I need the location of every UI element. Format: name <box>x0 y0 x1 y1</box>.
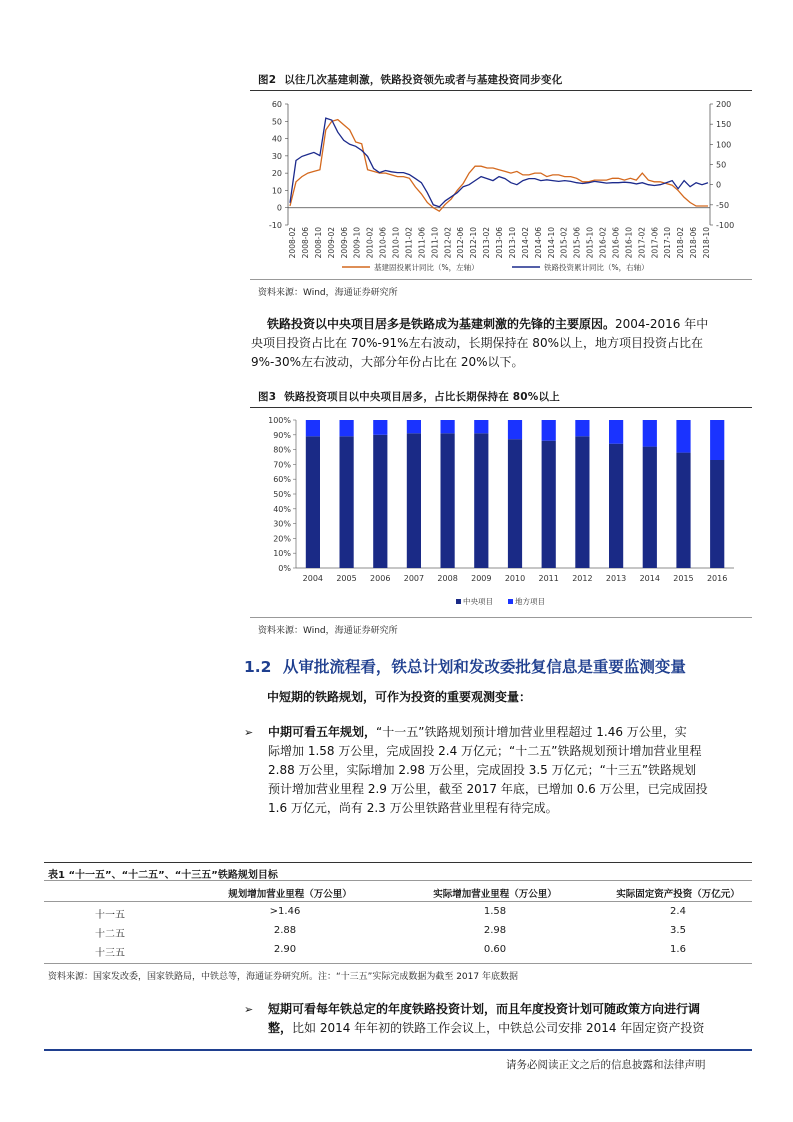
figure2-source: 资料来源：Wind，海通证券研究所 <box>258 288 398 298</box>
fig2-x-tick-label: 2014-10 <box>546 227 556 259</box>
paragraph1-line1: 2004-2016 年中 <box>615 317 709 331</box>
fig3-x-tick-label: 2012 <box>572 574 593 583</box>
fig3-x-tick-label: 2011 <box>538 574 559 583</box>
section-number: 1.2 <box>244 658 272 676</box>
paragraph1-lead: 铁路投资以中央项目居多是铁路成为基建刺激的先锋的主要原因。 <box>267 317 616 331</box>
table1-header-actual: 实际增加营业里程（万公里） <box>433 889 557 900</box>
figure2-title <box>258 72 562 87</box>
fig2-legend-label: 基建固投累计同比（%，左轴） <box>374 263 479 272</box>
fig2-left-tick-label: -10 <box>268 221 282 230</box>
fig3-legend-label: 地方项目 <box>515 597 545 606</box>
fig3-y-tick-label: 100% <box>268 416 291 425</box>
fig3-bar-central <box>340 436 354 568</box>
figure2-title-text: 以往几次基建刺激，铁路投资领先或者与基建投资同步变化 <box>284 74 563 86</box>
table1-cell-plan: 2.88 <box>273 925 297 936</box>
subheading: 中短期的铁路规划，可作为投资的重要观测变量： <box>267 690 532 704</box>
table1-header-plan: 规划增加营业里程（万公里） <box>228 889 352 900</box>
table1-header-invest: 实际固定资产投资（万亿元） <box>616 889 740 900</box>
fig3-y-tick-label: 40% <box>273 504 291 514</box>
fig3-x-tick-label: 2009 <box>471 574 492 583</box>
fig3-bar-local <box>407 420 421 433</box>
fig2-right-tick-label: 100 <box>716 140 732 150</box>
fig2-x-tick-label: 2012-02 <box>443 227 453 259</box>
fig3-legend <box>456 596 545 606</box>
fig3-bar-local <box>575 420 589 436</box>
fig3-bar-central <box>643 447 657 568</box>
footer-disclaimer: 请务必阅读正文之后的信息披露和法律声明 <box>506 1059 706 1071</box>
fig3-x-tick-label: 2015 <box>673 574 694 583</box>
bullet1-line3: 2.88 万公里，实际增加 2.98 万公里，完成固投 3.5 万亿元；“十三五”铁路规划 <box>268 763 697 777</box>
fig2-x-tick-label: 2012-10 <box>469 227 479 259</box>
fig2-right-tick-label: 0 <box>716 180 722 190</box>
fig3-y-tick-label: 60% <box>273 475 291 485</box>
fig3-legend-swatch <box>508 599 513 604</box>
bullet2-marker: ➢ <box>244 1003 254 1016</box>
figure3-top-rule <box>250 407 752 408</box>
bullet2-line2 <box>268 1019 749 1038</box>
fig2-x-tick-label: 2009-02 <box>326 227 336 259</box>
bullet2-lead2: 整， <box>268 1021 293 1035</box>
fig2-x-tick-label: 2011-10 <box>430 227 440 259</box>
table1-source: 资料来源：国家发改委，国家铁路局，中铁总等，海通证券研究所。注：“十三五”实际完成数据为截至 2017 年底数据 <box>48 972 518 982</box>
fig2-x-tick-label: 2013-06 <box>495 227 504 259</box>
fig3-bar-central <box>306 436 320 568</box>
fig3-bar-local <box>609 420 623 444</box>
fig3-x-tick-label: 2004 <box>302 574 324 583</box>
fig3-x-tick-label: 2008 <box>437 574 458 583</box>
paragraph1-line3: 9%-30%左右波动，大部分年份占比在 20%以下。 <box>251 355 524 369</box>
fig3-y-tick-label: 20% <box>273 534 291 544</box>
fig2-x-tick-label: 2015-02 <box>559 227 569 259</box>
paragraph-central-projects <box>267 315 749 334</box>
fig2-left-tick-label: 10 <box>271 186 282 196</box>
fig3-y-tick-label: 50% <box>273 490 291 499</box>
fig3-bar-central <box>441 433 455 568</box>
fig2-x-axis <box>288 227 711 259</box>
fig3-x-tick-label: 2014 <box>639 574 660 583</box>
table1-row-label: 十一五 <box>95 910 125 921</box>
fig3-bar-local <box>643 420 657 447</box>
fig3-bar-local <box>710 420 724 460</box>
table1-title-rule <box>44 880 752 881</box>
fig3-bar-local <box>441 420 455 433</box>
bullet1-line1 <box>268 723 749 742</box>
fig2-legend-label: 铁路投资累计同比（%，右轴） <box>544 263 649 272</box>
fig2-left-tick-label: 50 <box>271 117 282 127</box>
fig2-x-tick-label: 2018-06 <box>689 227 699 259</box>
fig2-x-tick-label: 2009-10 <box>352 227 362 259</box>
fig3-bar-central <box>710 460 724 568</box>
table1-cell-actual: 1.58 <box>483 906 507 917</box>
fig3-bar-local <box>373 420 387 435</box>
fig2-right-tick-label: -50 <box>716 200 730 210</box>
fig2-x-tick-label: 2017-06 <box>650 227 660 259</box>
fig3-bar-central <box>542 441 556 568</box>
fig3-y-axis <box>268 416 734 573</box>
fig2-series-infrastructure <box>290 120 708 212</box>
fig2-series-railway <box>290 118 708 207</box>
table1-header-rule <box>44 901 752 902</box>
fig2-x-tick-label: 2008-10 <box>313 227 323 259</box>
fig2-right-axis <box>710 100 734 230</box>
table1-bottom-rule <box>44 963 752 964</box>
fig2-x-tick-label: 2010-06 <box>378 227 388 259</box>
fig2-x-tick-label: 2016-02 <box>598 227 608 259</box>
section-heading <box>244 655 686 677</box>
fig2-x-tick-label: 2013-02 <box>482 227 492 259</box>
fig3-bar-local <box>508 420 522 439</box>
figure2-line-chart <box>250 92 752 278</box>
fig3-y-tick-label: 70% <box>273 460 291 470</box>
fig3-bar-central <box>508 439 522 568</box>
figure2-top-rule <box>250 90 752 91</box>
figure3-stacked-bar-chart <box>250 410 752 615</box>
table1-row-label: 十三五 <box>95 948 125 959</box>
fig2-left-axis <box>269 100 288 230</box>
fig3-x-tick-label: 2016 <box>706 574 728 583</box>
fig2-x-tick-label: 2017-02 <box>637 227 647 259</box>
fig2-x-tick-label: 2018-02 <box>676 227 686 259</box>
fig2-left-tick-label: 40 <box>271 134 282 144</box>
bullet1-marker: ➢ <box>244 726 254 739</box>
fig2-right-tick-label: 200 <box>716 100 732 109</box>
table1-row-label: 十二五 <box>95 929 125 940</box>
table1-cell-plan: 2.90 <box>273 944 297 955</box>
bullet1-line5: 1.6 万亿元，尚有 2.3 万公里铁路营业里程有待完成。 <box>268 801 558 815</box>
fig2-legend <box>342 262 649 273</box>
fig2-x-tick-label: 2010-10 <box>391 227 401 259</box>
fig3-legend-label: 中央项目 <box>463 597 493 606</box>
fig3-bar-central <box>474 433 488 568</box>
fig2-axes <box>288 104 710 225</box>
fig2-x-tick-label: 2012-06 <box>456 227 466 259</box>
fig3-bar-central <box>676 453 690 568</box>
table1-cell-plan: >1.46 <box>269 906 301 917</box>
fig2-series <box>290 118 708 211</box>
fig3-y-tick-label: 10% <box>273 549 291 559</box>
bullet2-line1: 短期可看每年铁总定的年度铁路投资计划，而且年度投资计划可随政策方向进行调 <box>268 1002 701 1016</box>
fig3-bar-local <box>340 420 354 436</box>
fig3-y-tick-label: 30% <box>273 519 291 529</box>
fig2-right-tick-label: -100 <box>716 221 735 230</box>
fig3-bar-central <box>575 436 589 568</box>
bullet1-line2: 际增加 1.58 万公里，完成固投 2.4 万亿元；“十二五”铁路规划预计增加营业里程 <box>268 744 702 758</box>
figure2-bottom-rule <box>250 279 752 280</box>
bullet1-lead: 中期可看五年规划， <box>268 725 377 739</box>
fig3-y-tick-label: 0% <box>278 564 291 573</box>
fig2-x-tick-label: 2009-06 <box>339 227 349 259</box>
fig3-bars <box>306 420 725 568</box>
bullet1-line4: 预计增加营业里程 2.9 万公里，截至 2017 年底，已增加 0.6 万公里，已完成固投 <box>268 782 708 796</box>
footer-rule <box>44 1049 752 1051</box>
fig2-right-tick-label: 50 <box>716 160 727 170</box>
fig3-x-tick-label: 2006 <box>370 574 391 583</box>
fig2-left-tick-label: 0 <box>276 203 282 213</box>
figure3-number: 图3 <box>258 391 277 403</box>
figure3-bottom-rule <box>250 617 752 618</box>
fig3-bar-central <box>407 433 421 568</box>
table1-cell-invest: 2.4 <box>670 906 686 917</box>
table1-title: 表1 “十一五”、“十二五”、“十三五”铁路规划目标 <box>48 870 278 881</box>
fig2-x-tick-label: 2013-10 <box>507 227 517 259</box>
fig2-x-tick-label: 2016-10 <box>624 227 634 259</box>
fig2-right-tick-label: 150 <box>716 120 732 130</box>
fig2-x-tick-label: 2017-10 <box>663 227 673 259</box>
fig3-bar-central <box>373 435 387 568</box>
fig2-x-tick-label: 2015-10 <box>585 227 595 259</box>
fig3-bar-local <box>542 420 556 441</box>
figure2-number: 图2 <box>258 74 277 86</box>
fig3-bar-central <box>609 444 623 568</box>
bullet1-line1-text: “十一五”铁路规划预计增加营业里程超过 1.46 万公里，实 <box>376 725 687 739</box>
fig2-x-tick-label: 2015-06 <box>572 227 582 259</box>
fig3-bar-local <box>474 420 488 433</box>
fig2-x-tick-label: 2018-10 <box>702 227 711 259</box>
table1-cell-invest: 1.6 <box>670 944 686 955</box>
figure3-source: 资料来源：Wind，海通证券研究所 <box>258 626 398 636</box>
fig3-x-axis <box>303 574 728 583</box>
fig2-x-tick-label: 2014-02 <box>520 227 530 259</box>
table1-cell-actual: 2.98 <box>483 925 507 936</box>
fig2-left-tick-label: 30 <box>271 151 282 161</box>
fig2-x-tick-label: 2014-06 <box>533 227 543 259</box>
fig2-x-tick-label: 2008-02 <box>288 227 297 259</box>
fig3-y-tick-label: 90% <box>273 430 291 440</box>
fig2-x-tick-label: 2008-06 <box>300 227 310 259</box>
fig3-x-tick-label: 2010 <box>504 574 526 583</box>
fig2-x-tick-label: 2011-06 <box>417 227 427 259</box>
fig2-left-tick-label: 60 <box>271 100 282 109</box>
fig3-y-tick-label: 80% <box>273 445 291 455</box>
fig3-bar-local <box>306 420 320 436</box>
fig3-x-tick-label: 2013 <box>605 574 627 583</box>
fig2-left-tick-label: 20 <box>271 169 282 179</box>
bullet2-line2-text: 比如 2014 年年初的铁路工作会议上，中铁总公司安排 2014 年固定资产投资 <box>292 1021 705 1035</box>
figure3-title <box>258 389 560 404</box>
fig3-x-tick-label: 2007 <box>403 574 425 583</box>
fig3-x-tick-label: 2005 <box>336 574 357 583</box>
table1-top-rule <box>44 862 752 863</box>
fig2-x-tick-label: 2010-02 <box>365 227 375 259</box>
table1-cell-invest: 3.5 <box>670 925 686 936</box>
section-title: 从审批流程看，铁总计划和发改委批复信息是重要监测变量 <box>282 658 686 676</box>
fig3-bar-local <box>676 420 690 453</box>
fig3-legend-swatch <box>456 599 461 604</box>
figure3-title-text: 铁路投资项目以中央项目居多，占比长期保持在 80%以上 <box>284 391 560 403</box>
paragraph1-line2: 央项目投资占比在 70%-91%左右波动，长期保持在 80%以上，地方项目投资占比在 <box>251 336 703 350</box>
fig2-x-tick-label: 2016-06 <box>611 227 621 259</box>
table1-cell-actual: 0.60 <box>483 944 507 955</box>
fig2-x-tick-label: 2011-02 <box>404 227 414 259</box>
